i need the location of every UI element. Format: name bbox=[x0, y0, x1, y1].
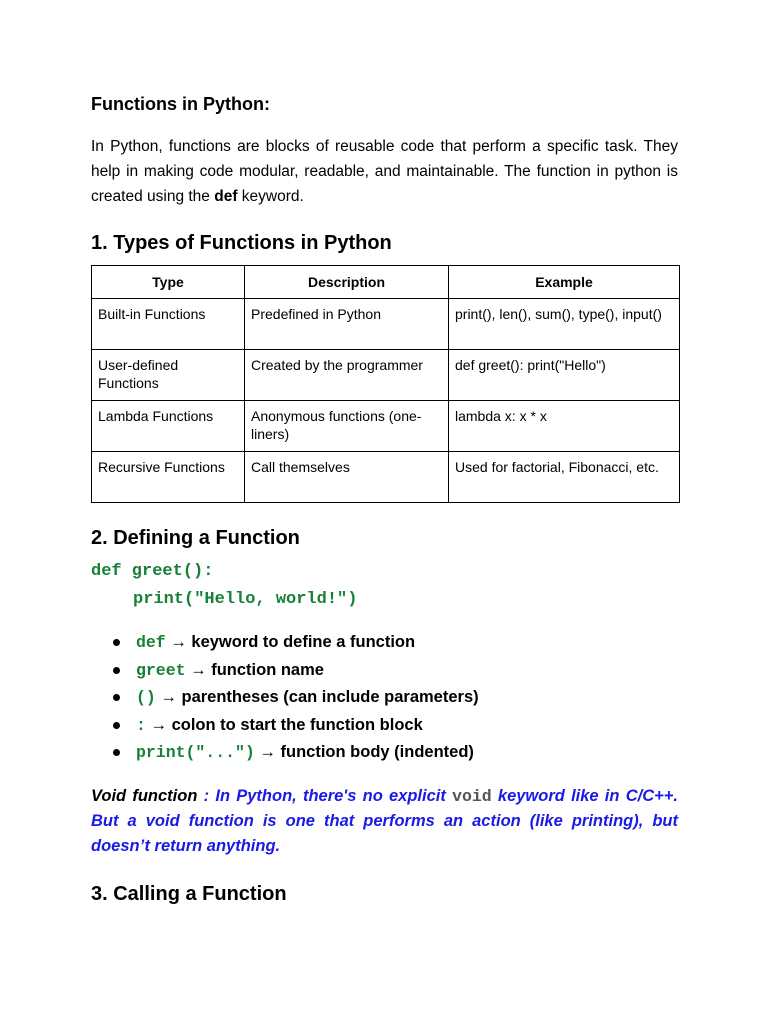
list-item bbox=[91, 714, 479, 742]
arrow-icon: → bbox=[150, 715, 167, 734]
table-row bbox=[92, 401, 680, 452]
void-function-note bbox=[91, 784, 678, 859]
cell-example: lambda x: x * x bbox=[449, 401, 680, 452]
list-item-code: greet bbox=[136, 660, 186, 680]
page-title: Functions in Python: bbox=[91, 94, 270, 114]
cell-description: Anonymous functions (one-liners) bbox=[245, 401, 449, 452]
bullet-icon bbox=[113, 639, 120, 646]
void-note-code-word: void bbox=[452, 787, 492, 806]
list-item bbox=[91, 631, 479, 659]
arrow-icon: → bbox=[259, 743, 276, 761]
cell-type: Recursive Functions bbox=[92, 452, 245, 503]
void-note-text-start: : In Python, there's no explicit bbox=[197, 787, 453, 805]
list-item bbox=[91, 741, 479, 769]
cell-description: Created by the programmer bbox=[245, 350, 449, 401]
column-header-example: Example bbox=[449, 266, 680, 299]
cell-type: Built-in Functions bbox=[92, 299, 245, 350]
list-item bbox=[91, 659, 479, 687]
list-item-code: print("...") bbox=[136, 743, 255, 762]
intro-text-end: keyword. bbox=[237, 188, 304, 205]
list-item-text: parentheses (can include parameters) bbox=[181, 688, 479, 706]
cell-description: Predefined in Python bbox=[245, 299, 449, 350]
bullet-icon bbox=[113, 667, 120, 674]
section-types-heading: 1. Types of Functions in Python bbox=[91, 232, 392, 254]
intro-text-start: In Python, functions are blocks of reusable code that perform a specific task. They help in making code modular, readable, and maintainable. The function in python is created using the bbox=[91, 138, 678, 205]
list-item-code: def bbox=[136, 633, 166, 652]
function-parts-list bbox=[91, 631, 479, 769]
list-item-text: colon to start the function block bbox=[171, 715, 423, 734]
void-note-text-end: keyword like in C/C++. But a void function is one that performs an action (like printing), but doesn’t return anything. bbox=[91, 787, 678, 855]
cell-example: def greet(): print("Hello") bbox=[449, 350, 680, 401]
table-row bbox=[92, 452, 680, 503]
table-row bbox=[92, 299, 680, 350]
list-item-code: : bbox=[136, 715, 146, 735]
code-line-def: def greet(): bbox=[91, 562, 214, 581]
function-types-table bbox=[91, 265, 680, 503]
arrow-icon: → bbox=[170, 633, 187, 651]
table-header-row bbox=[92, 266, 680, 299]
cell-example: print(), len(), sum(), type(), input() bbox=[449, 299, 680, 350]
column-header-type: Type bbox=[92, 266, 245, 299]
cell-description: Call themselves bbox=[245, 452, 449, 503]
list-item-text: keyword to define a function bbox=[191, 633, 416, 651]
section-defining-heading: 2. Defining a Function bbox=[91, 527, 300, 549]
list-item-code: () bbox=[136, 688, 156, 707]
arrow-icon: → bbox=[190, 660, 207, 679]
cell-type: Lambda Functions bbox=[92, 401, 245, 452]
list-item bbox=[91, 686, 479, 714]
intro-def-keyword: def bbox=[214, 188, 238, 205]
section-calling-heading: 3. Calling a Function bbox=[91, 883, 287, 905]
table-row bbox=[92, 350, 680, 401]
bullet-icon bbox=[113, 749, 120, 756]
column-header-description: Description bbox=[245, 266, 449, 299]
code-line-print: print("Hello, world!") bbox=[133, 590, 358, 609]
arrow-icon: → bbox=[160, 688, 177, 706]
cell-type: User-defined Functions bbox=[92, 350, 245, 401]
bullet-icon bbox=[113, 694, 120, 701]
bullet-icon bbox=[113, 722, 120, 729]
intro-paragraph bbox=[91, 134, 678, 209]
list-item-text: function body (indented) bbox=[280, 743, 474, 761]
void-note-term: Void function bbox=[91, 787, 198, 805]
cell-example: Used for factorial, Fibonacci, etc. bbox=[449, 452, 680, 503]
list-item-text: function name bbox=[211, 660, 324, 679]
